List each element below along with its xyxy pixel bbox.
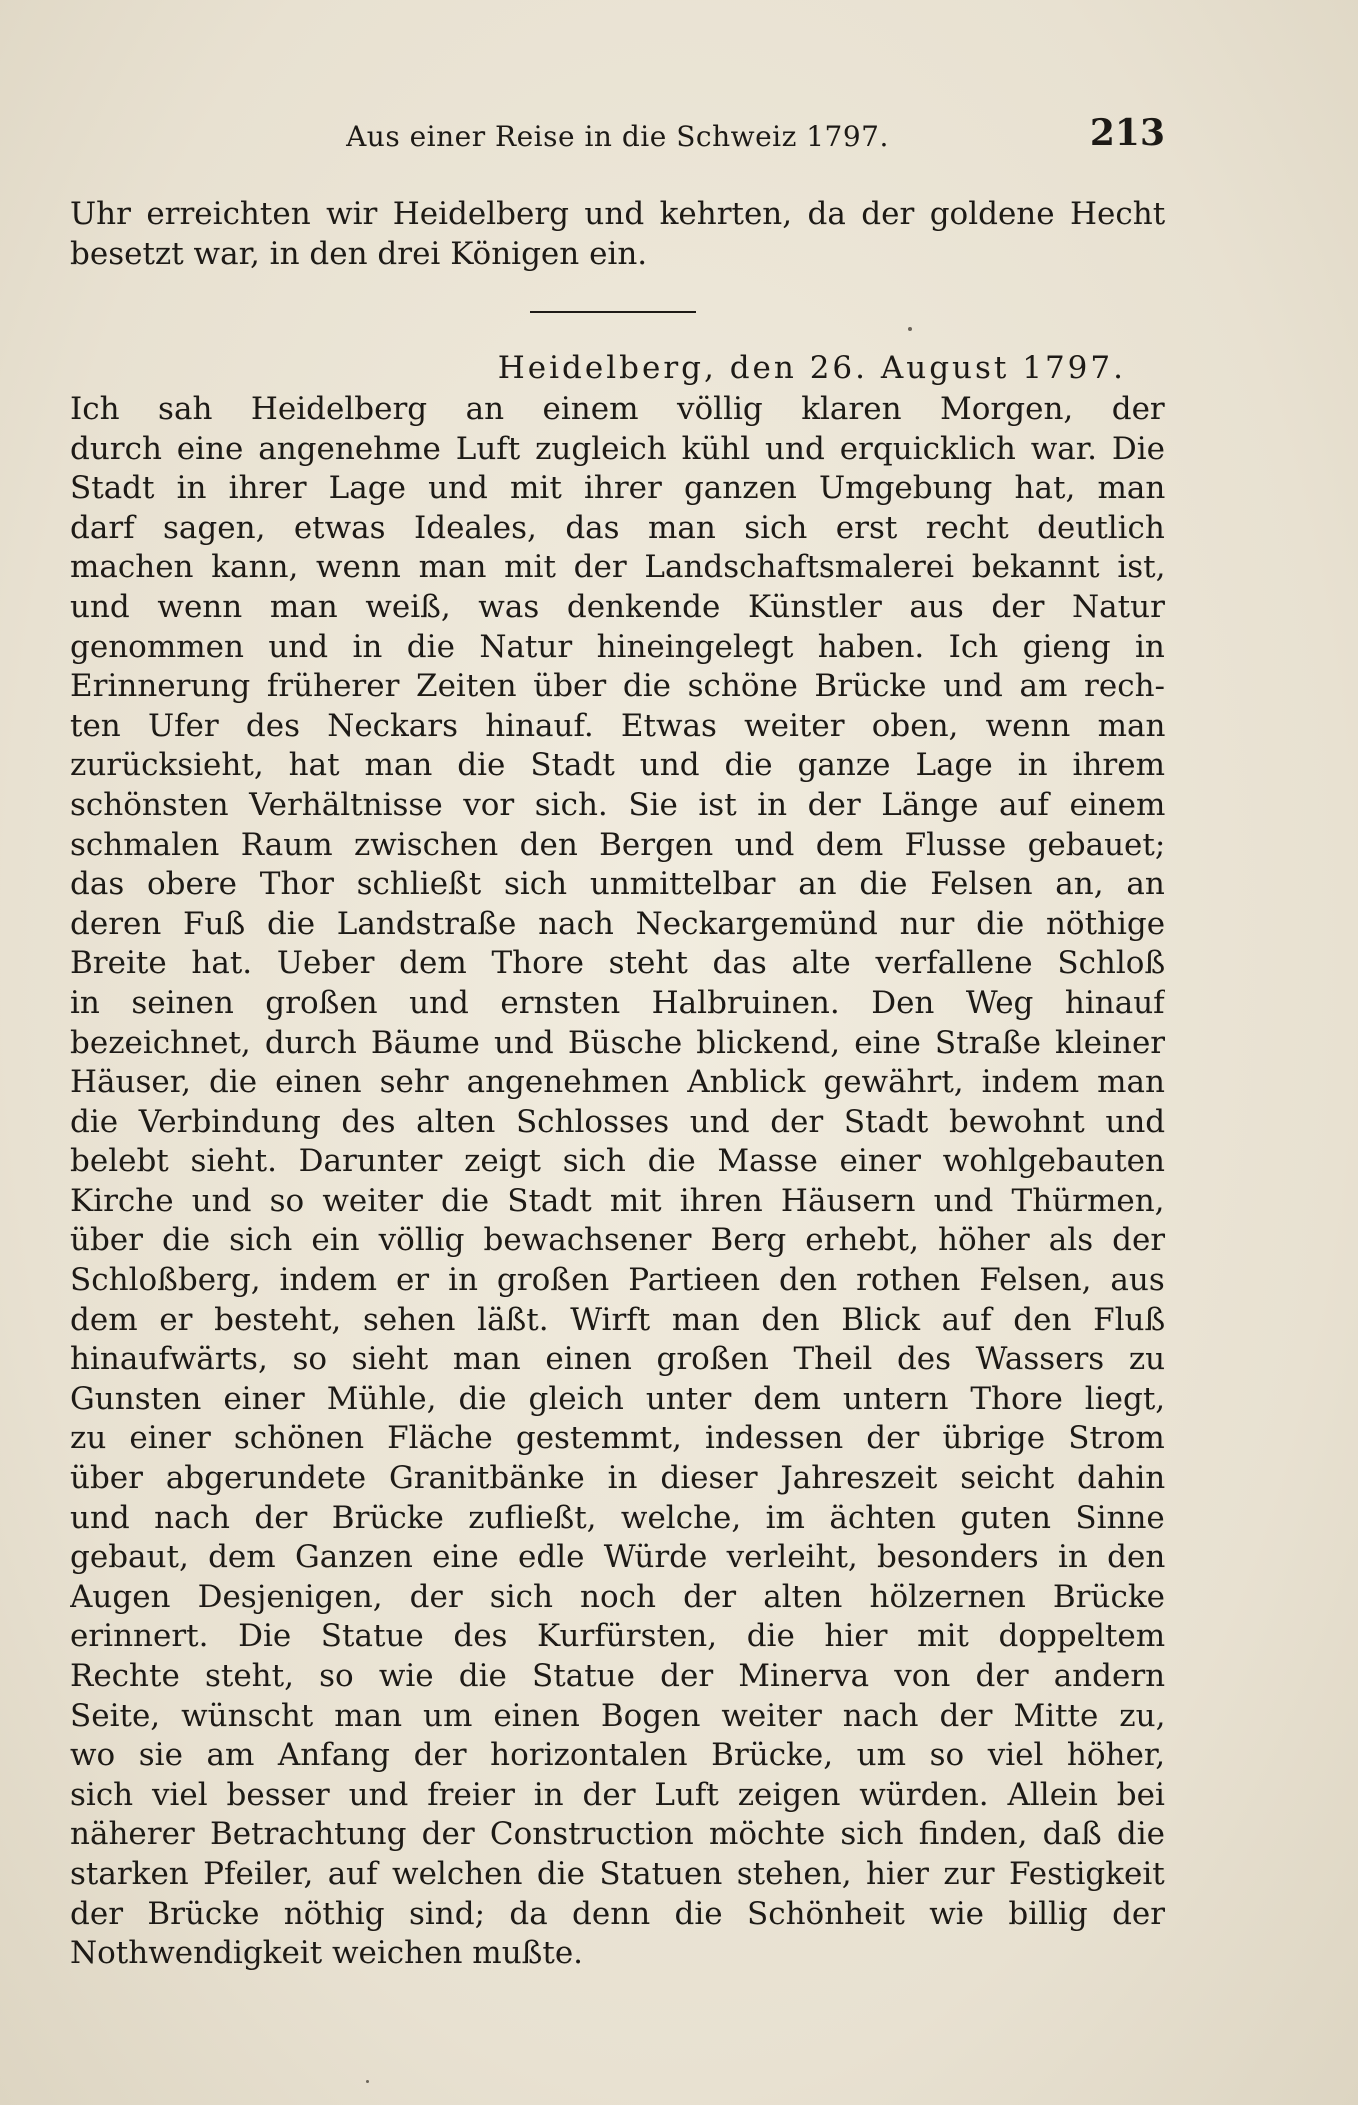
text-line: zurücksieht, hat man die Stadt und die ganze Lage in ihrem [70, 747, 1165, 784]
text-line: Seite, wünscht man um einen Bogen weiter nach der Mitte zu, [70, 1697, 1165, 1734]
text-line: Kirche und so weiter die Stadt mit ihren Häusern und Thürmen, [70, 1182, 1165, 1219]
text-line: Häuser, die einen sehr angenehmen Anblick gewährt, indem man [70, 1064, 1165, 1101]
text-line: Breite hat. Ueber dem Thore steht das alte verfallene Schloß [70, 945, 1165, 982]
text-line: in seinen großen und ernsten Halbruinen. Den Weg hinauf [70, 984, 1165, 1021]
text-line: darf sagen, etwas Ideales, das man sich erst recht deutlich [70, 509, 1165, 546]
text-line: deren Fuß die Landstraße nach Neckargemünd nur die nöthige [70, 905, 1165, 942]
text-line: das obere Thor schließt sich unmittelbar an die Felsen an, an [70, 866, 1165, 903]
text-line: durch eine angenehme Luft zugleich kühl und erquicklich war. Die [70, 430, 1165, 467]
running-head [70, 112, 1165, 162]
text-line: und nach der Brücke zufließt, welche, im ächten guten Sinne [70, 1499, 1165, 1536]
text-line: und wenn man weiß, was denkende Künstler aus der Natur [70, 588, 1165, 625]
text-line: ten Ufer des Neckars hinauf. Etwas weiter oben, wenn man [70, 707, 1165, 744]
text-line: zu einer schönen Fläche gestemmt, indessen der übrige Strom [70, 1420, 1165, 1457]
text-line: Rechte steht, so wie die Statue der Minerva von der andern [70, 1658, 1165, 1694]
text-line: erinnert. Die Statue des Kurfürsten, die hier mit doppeltem [70, 1618, 1165, 1655]
text-line: besetzt war, in den drei Königen ein. [70, 235, 648, 272]
text-line: Schloßberg, indem er in großen Partieen den rothen Felsen, aus [70, 1262, 1165, 1299]
text-line: schönsten Verhältnisse vor sich. Sie ist in der Länge auf einem [70, 786, 1165, 823]
section-divider [530, 311, 696, 313]
running-title: Aus einer Reise in die Schweiz 1797. [346, 120, 889, 153]
text-line: schmalen Raum zwischen den Bergen und dem Flusse gebauet; [70, 826, 1165, 863]
text-line: über abgerundete Granitbänke in dieser Jahreszeit seicht dahin [70, 1460, 1165, 1497]
text-line: starken Pfeiler, auf welchen die Statuen stehen, hier zur Festigkeit [70, 1855, 1165, 1892]
text-line: belebt sieht. Darunter zeigt sich die Masse einer wohlgebauten [70, 1143, 1165, 1180]
text-line: bezeichnet, durch Bäume und Büsche blickend, eine Straße kleiner [70, 1024, 1165, 1061]
text-line: Stadt in ihrer Lage und mit ihrer ganzen Umgebung hat, man [70, 470, 1165, 507]
text-line: Uhr erreichten wir Heidelberg und kehrten, da der goldene Hecht [70, 196, 1165, 232]
paper-speck [366, 2080, 369, 2083]
paper-speck [908, 327, 912, 331]
intro-paragraph [70, 195, 1165, 274]
main-paragraph [70, 390, 1165, 1974]
text-line: Ich sah Heidelberg an einem völlig klaren Morgen, der [70, 391, 1165, 427]
text-line: Augen Desjenigen, der sich noch der alten hölzernen Brücke [70, 1578, 1165, 1615]
text-line: dem er besteht, sehen läßt. Wirft man den Blick auf den Fluß [70, 1301, 1165, 1338]
text-line: die Verbindung des alten Schlosses und der Stadt bewohnt und [70, 1103, 1165, 1140]
text-line: wo sie am Anfang der horizontalen Brücke, um so viel höher, [70, 1737, 1165, 1774]
text-line: Erinnerung früherer Zeiten über die schöne Brücke und am rech- [70, 668, 1165, 705]
text-line: näherer Betrachtung der Construction möchte sich finden, daß die [70, 1816, 1165, 1853]
text-line: der Brücke nöthig sind; da denn die Schönheit wie billig der [70, 1895, 1165, 1932]
text-line: genommen und in die Natur hineingelegt haben. Ich gieng in [70, 628, 1165, 665]
text-line: Nothwendigkeit weichen mußte. [70, 1935, 584, 1972]
page-number: 213 [1089, 112, 1165, 154]
text-line: Gunsten einer Mühle, die gleich unter dem untern Thore liegt, [70, 1380, 1165, 1417]
text-line: gebaut, dem Ganzen eine edle Würde verleiht, besonders in den [70, 1539, 1165, 1576]
text-line: sich viel besser und freier in der Luft zeigen würden. Allein bei [70, 1776, 1165, 1813]
text-line: über die sich ein völlig bewachsener Berg erhebt, höher als der [70, 1222, 1165, 1259]
text-line: hinaufwärts, so sieht man einen großen Theil des Wassers zu [70, 1341, 1165, 1378]
dateline: Heidelberg, den 26. August 1797. [497, 350, 1126, 386]
text-line: machen kann, wenn man mit der Landschaftsmalerei bekannt ist, [70, 549, 1165, 586]
